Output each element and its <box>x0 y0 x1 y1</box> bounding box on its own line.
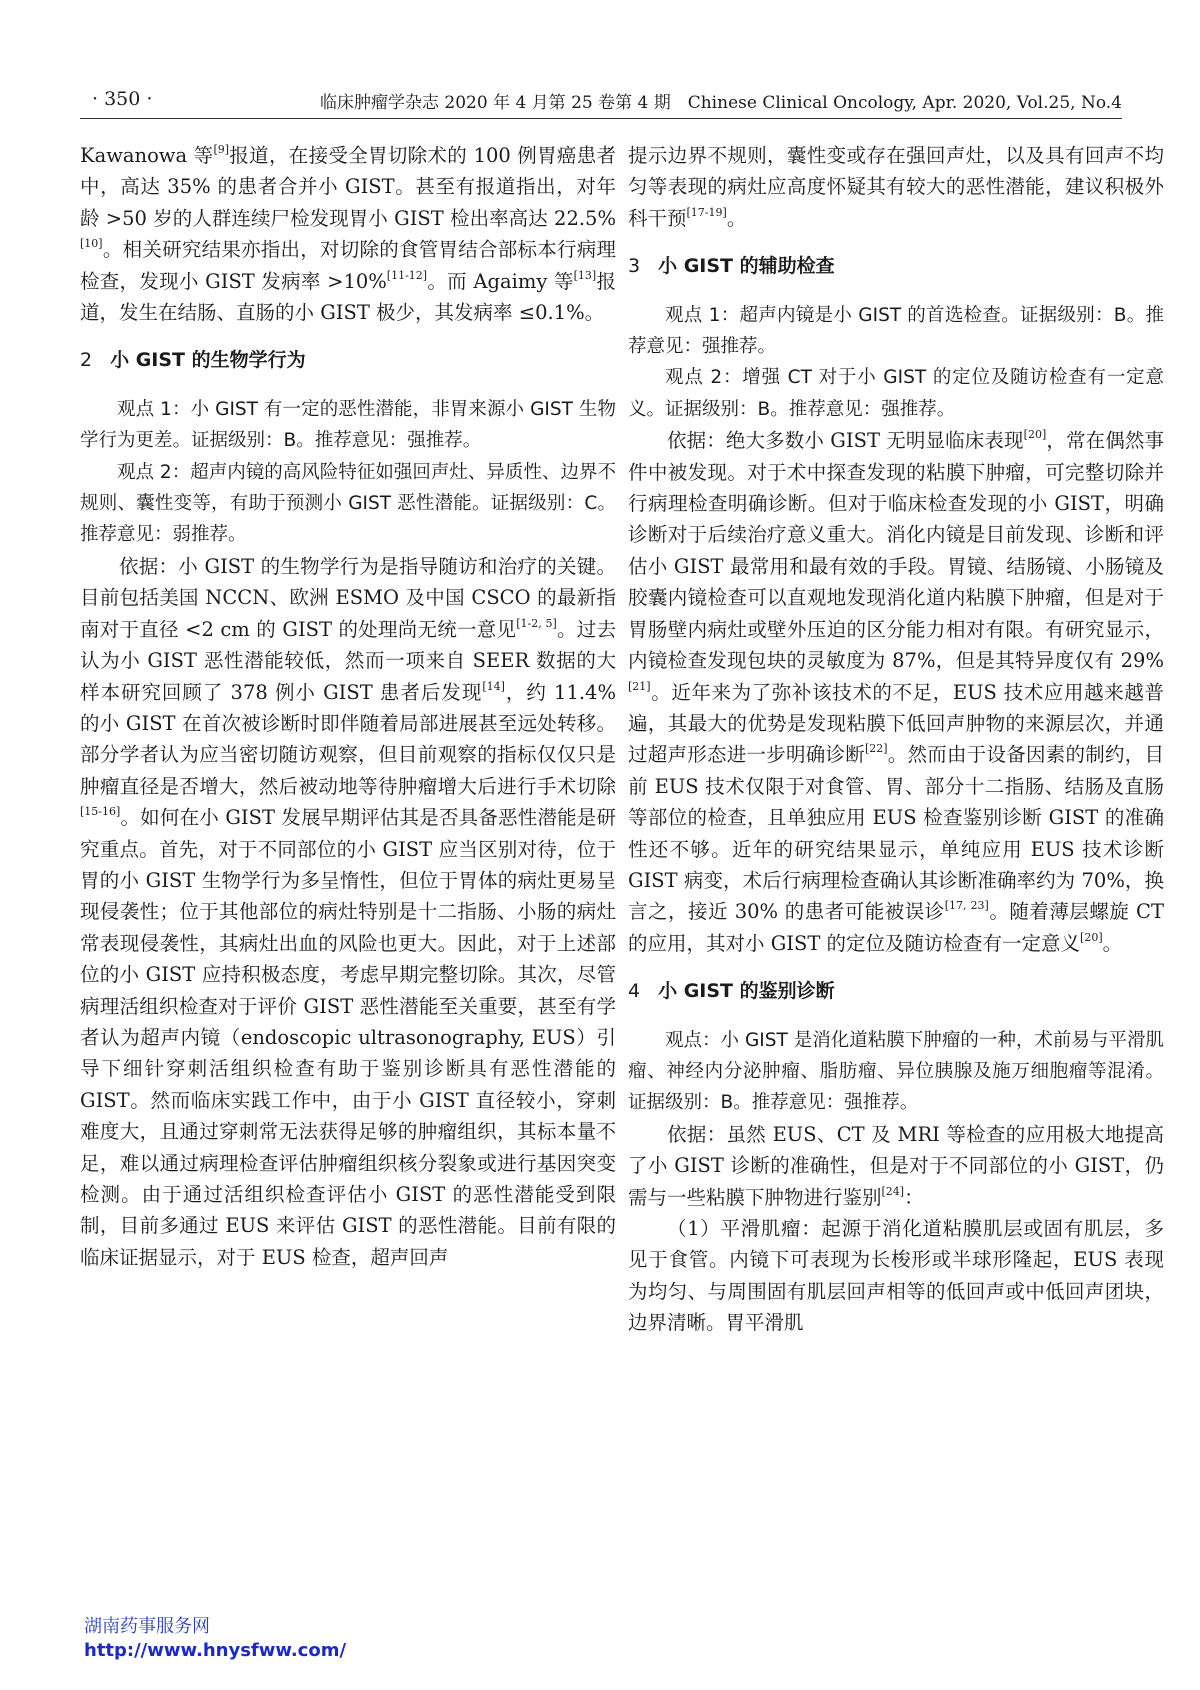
citation: [17, 23] <box>944 899 989 913</box>
text-run: Kawanowa 等 <box>80 144 214 167</box>
text-run: 。 <box>1102 931 1123 955</box>
text-run: 。 <box>726 206 747 230</box>
paragraph-differential-basis <box>628 1119 1164 1213</box>
section-heading-4 <box>628 976 1164 1007</box>
footer-watermark <box>84 1615 346 1663</box>
text-run: 依据：虽然 EUS、CT 及 MRI 等检查的应用极大地提高了小 GIST 诊断的准确性，但是对于不同部位的小 GIST，仍需与一些粘膜下肿物进行鉴别 <box>628 1122 1164 1209</box>
citation: [21] <box>628 679 651 693</box>
citation: [10] <box>80 237 103 251</box>
text-run: 。随着薄层螺旋 CT 的应用，其对小 GIST 的定位及随访检查有一定意义 <box>628 900 1164 955</box>
text-run: 。而 Agaimy 等 <box>427 269 574 293</box>
citation: [14] <box>482 679 505 693</box>
citation: [1-2, 5] <box>516 616 557 630</box>
section-number: 3 <box>628 255 641 278</box>
citation: [20] <box>1023 428 1047 442</box>
section-title: 小 GIST 的辅助检查 <box>658 255 835 278</box>
running-head: 临床肿瘤学杂志 2020 年 4 月第 25 卷第 4 期 Chinese Clinical Oncology, Apr. 2020, Vol.25, No.4 <box>319 93 1122 113</box>
citation: [13] <box>573 268 597 282</box>
paragraph-continued <box>628 140 1164 234</box>
text-run: 。近年来为了弥补该技术的不足，EUS 技术应用越来越普遍，其最大的优势是发现粘膜下低回声肿物的来源层次，并通过超声形态进一步明确诊断 <box>628 680 1164 767</box>
citation: [11-12] <box>386 268 428 282</box>
text-run: 报道，发生在结肠、直肠的小 GIST 极少，其发病率 ≤0.1%。 <box>80 269 616 325</box>
citation: [22] <box>864 742 888 756</box>
left-column <box>80 140 616 1273</box>
text-run: 。过去认为小 GIST 恶性潜能较低，然而一项来自 SEER 数据的大样本研究回顾了 378 例小 GIST 患者后发现 <box>80 617 617 704</box>
section-number: 4 <box>628 980 641 1003</box>
text-run: ，约 11.4% 的小 GIST 在首次被诊断时即伴随着局部进展甚至远处转移。部分学者认为应当密切随访观察，但目前观察的指标仅仅只是肿瘤直径是否增大，然后被动地等待肿瘤增大后进行手术切除 <box>80 680 616 798</box>
text-run: 提示边界不规则，囊性变或存在强回声灶，以及具有回声不均匀等表现的病灶应高度怀疑其有较大的恶性潜能，建议积极外科干预 <box>628 144 1164 230</box>
citation: [9] <box>213 143 230 156</box>
viewpoint-2: 观点 2：增强 CT 对于小 GIST 的定位及随访检查有一定意义。证据级别：B。推荐意见：强推荐。 <box>628 367 1164 420</box>
header-rule <box>80 118 1122 119</box>
citation: [15-16] <box>80 805 121 819</box>
citation: [24] <box>881 1184 905 1198</box>
section-number: 2 <box>80 349 93 372</box>
viewpoint-1: 观点 1：小 GIST 有一定的恶性潜能，非胃来源小 GIST 生物学行为更差。证据级别：B。推荐意见：强推荐。 <box>80 398 616 452</box>
text-run: 。相关研究结果亦指出，对切除的食管胃结合部标本行病理检查，发现小 GIST 发病率 >10% <box>80 238 616 293</box>
list-item-leiomyoma: （1）平滑肌瘤：起源于消化道粘膜肌层或固有肌层，多见于食管。内镜下可表现为长梭形或半球形隆起，EUS 表现为均匀、与周围固有肌层回声相等的低回声或中低回声团块，边界清晰。胃平滑肌 <box>628 1217 1164 1335</box>
page-number: · 350 · <box>92 88 153 110</box>
paragraph-incidence <box>80 140 616 328</box>
section-title: 小 GIST 的鉴别诊断 <box>658 980 835 1003</box>
text-run: ： <box>904 1185 924 1209</box>
citation: [17-19] <box>686 205 727 219</box>
text-run: 。如何在小 GIST 发展早期评估其是否具备恶性潜能是研究重点。首先，对于不同部位的小 GIST 应当区别对待，位于胃的小 GIST 生物学行为多呈惰性，但位于胃体的病灶更易呈现侵袭性；位于其他部位的病灶特别是十二指肠、小肠的病灶常表现侵袭性，其病灶出血的风险也更大。因此，对于上述部位的小 GIST 应持积极态度，考虑早期完整切除。其次，尽管病理活组织检查对于评价 GIST 恶性潜能至关重要，甚至有学者认为超声内镜（endoscopic ultrasonography, EUS）引导下细针穿刺活组织检查有助于鉴别诊断具有恶性潜能的 GIST。然而临床实践工作中，由于小 GIST 直径较小，穿刺难度大，且通过穿刺常无法获得足够的肿瘤组织，其标本量不足，难以通过病理检查评估肿瘤组织核分裂象或进行基因突变检测。由于通过活组织检查评估小 GIST 的恶性潜能受到限制，目前多通过 EUS 来评估 GIST 的恶性潜能。目前有限的临床证据显示，对于 EUS 检查，超声回声 <box>80 806 616 1269</box>
section-heading-3 <box>628 251 1164 282</box>
citation: [20] <box>1080 930 1103 944</box>
section-heading-2 <box>80 345 616 376</box>
viewpoint-1: 观点 1：超声内镜是小 GIST 的首选检查。证据级别：B。推荐意见：强推荐。 <box>628 304 1164 358</box>
text-run: 依据：小 GIST 的生物学行为是指导随访和治疗的关键。目前包括美国 NCCN、欧洲 ESMO 及中国 CSCO 的最新指南对于直径 <2 cm 的 GIST 的处理尚无统一意见 <box>80 554 616 641</box>
right-column <box>628 140 1164 1339</box>
site-name: 湖南药事服务网 <box>84 1616 210 1637</box>
paragraph-basis <box>80 551 616 1273</box>
paragraph-basis <box>628 425 1164 959</box>
text-run: 。然而由于设备因素的制约，目前 EUS 技术仅限于对食管、胃、部分十二指肠、结肠及直肠等部位的检查，且单独应用 EUS 检查鉴别诊断 GIST 的准确性还不够。近年的研究结果显示，单纯应用 EUS 技术诊断 GIST 病变，术后行病理检查确认其诊断准确率约为 70%，换言之，接近 30% 的患者可能被误诊 <box>628 743 1164 924</box>
section-title: 小 GIST 的生物学行为 <box>110 349 306 372</box>
text-run: 依据：绝大多数小 GIST 无明显临床表现 <box>667 429 1024 453</box>
text-run: ，常在偶然事件中被发现。对于术中探查发现的粘膜下肿瘤，可完整切除并行病理检查明确诊断。但对于临床检查发现的小 GIST，明确诊断对于后续治疗意义重大。消化内镜是目前发现、诊断和评估小 GIST 最常用和最有效的手段。胃镜、结肠镜、小肠镜及胶囊内镜检查可以直观地发现消化道内粘膜下肿瘤，但是对于胃肠壁内病灶或壁外压迫的区分能力相对有限。有研究显示，内镜检查发现包块的灵敏度为 87%，但是其特异度仅有 29% <box>628 429 1164 673</box>
site-url-link[interactable]: http://www.hnysfww.com/ <box>84 1640 347 1661</box>
text-run: 报道，在接受全胃切除术的 100 例胃癌患者中，高达 35% 的患者合并小 GIST。甚至有报道指出，对年龄 >50 岁的人群连续尸检发现胃小 GIST 检出率高达 22.5% <box>80 144 617 230</box>
viewpoint-2: 观点 2：超声内镜的高风险特征如强回声灶、异质性、边界不规则、囊性变等，有助于预测小 GIST 恶性潜能。证据级别：C。推荐意见：弱推荐。 <box>80 461 616 546</box>
viewpoint-3: 观点：小 GIST 是消化道粘膜下肿瘤的一种，术前易与平滑肌瘤、神经内分泌肿瘤、脂肪瘤、异位胰腺及施万细胞瘤等混淆。证据级别：B。推荐意见：强推荐。 <box>628 1029 1164 1114</box>
